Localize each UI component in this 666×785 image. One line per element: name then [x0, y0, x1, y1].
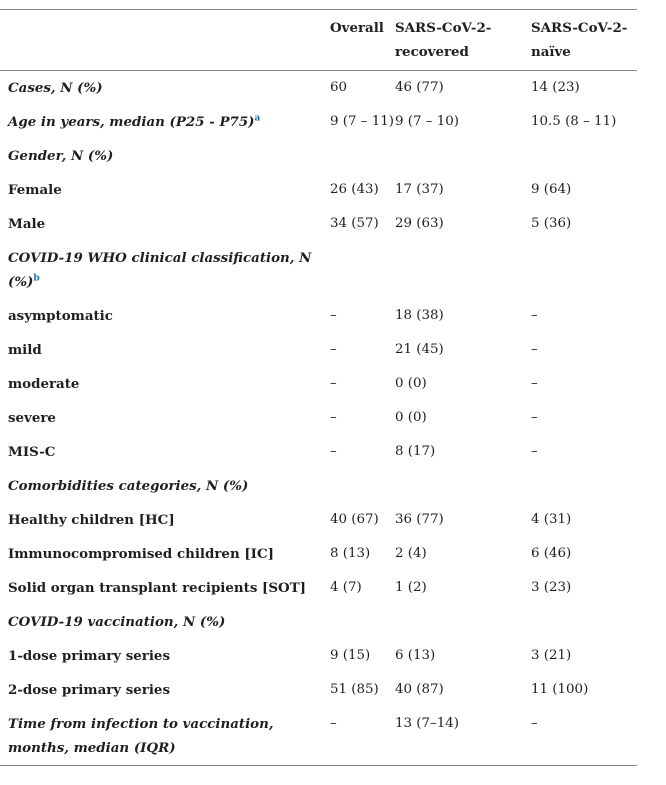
naive-value [531, 241, 637, 299]
recovered-value: 21 (45) [395, 342, 444, 357]
row-label [0, 207, 330, 241]
row-label-text: Solid organ transplant recipients [SOT] [8, 580, 307, 596]
overall-value: 9 (15) [330, 648, 371, 663]
naive-value: – [531, 342, 538, 357]
overall-value [330, 139, 395, 173]
overall-value: 8 (13) [330, 546, 371, 561]
row-label-text: 1-dose primary series [8, 648, 170, 664]
recovered-value: 17 (37) [395, 182, 444, 197]
footnote-marker: a [254, 113, 261, 124]
naive-value: 6 (46) [531, 546, 572, 561]
overall-value: – [330, 444, 337, 459]
row-label [0, 105, 330, 139]
naive-value: 11 (100) [531, 682, 589, 697]
row-label-text: COVID-19 vaccination, N (%) [8, 614, 226, 630]
overall-value: – [330, 342, 337, 357]
row-label-text: 2-dose primary series [8, 682, 170, 698]
recovered-value: 13 (7–14) [395, 707, 531, 766]
row-label [0, 241, 330, 299]
naive-value: – [531, 444, 538, 459]
overall-value [330, 605, 395, 639]
naive-value [531, 469, 637, 503]
overall-value [330, 469, 395, 503]
naive-value: 14 (23) [531, 80, 580, 95]
header-recovered-line1: SARS-CoV-2- [395, 20, 492, 36]
recovered-value: 29 (63) [395, 216, 444, 231]
table-row [0, 673, 637, 707]
naive-value: – [531, 308, 538, 323]
overall-value: 51 (85) [330, 682, 379, 697]
characteristics-table [0, 9, 637, 766]
recovered-value: 2 (4) [395, 546, 427, 561]
row-label [0, 537, 330, 571]
table-row [0, 537, 637, 571]
naive-value [531, 139, 637, 173]
overall-value: – [330, 410, 337, 425]
naive-value: 3 (21) [531, 648, 572, 663]
row-label [0, 435, 330, 469]
row-label-text: mild [8, 342, 42, 358]
recovered-value: 46 (77) [395, 80, 444, 95]
recovered-value: 40 (87) [395, 682, 444, 697]
row-label [0, 639, 330, 673]
row-label-text: Age in years, median (P25 - P75) [8, 114, 255, 130]
table-row [0, 435, 637, 469]
naive-value: 10.5 (8 – 11) [531, 114, 617, 129]
row-label [0, 401, 330, 435]
row-label [0, 673, 330, 707]
overall-value: 34 (57) [330, 216, 379, 231]
overall-value: – [330, 376, 337, 391]
table-header [0, 10, 637, 71]
row-label [0, 71, 330, 106]
row-label-text: asymptomatic [8, 308, 113, 324]
recovered-value: 6 (13) [395, 648, 436, 663]
table-row [0, 207, 637, 241]
recovered-value: 9 (7 – 10) [395, 114, 459, 129]
row-label-text: MIS-C [8, 444, 56, 460]
naive-value: 3 (23) [531, 580, 572, 595]
recovered-value [395, 241, 531, 299]
row-label [0, 605, 330, 639]
header-overall: Overall [330, 10, 395, 71]
row-label-text: Cases, N (%) [8, 80, 103, 96]
table-row [0, 571, 637, 605]
row-label [0, 571, 330, 605]
row-label [0, 333, 330, 367]
overall-value: – [330, 308, 337, 323]
naive-value: 4 (31) [531, 512, 572, 527]
table-row [0, 139, 637, 173]
naive-value: – [531, 410, 538, 425]
overall-value: – [330, 707, 395, 766]
table-row [0, 105, 637, 139]
table-row [0, 605, 637, 639]
row-label [0, 139, 330, 173]
row-label-text: Immunocompromised children [IC] [8, 546, 274, 562]
header-label-column [0, 10, 330, 71]
naive-value: – [531, 376, 538, 391]
row-label-text: Comorbidities categories, N (%) [8, 478, 249, 494]
table-row [0, 173, 637, 207]
table-row [0, 71, 637, 106]
naive-value: 5 (36) [531, 216, 572, 231]
table-row [0, 333, 637, 367]
overall-value [330, 241, 395, 299]
overall-value: 60 [330, 80, 348, 95]
recovered-value [395, 469, 531, 503]
header-naive [531, 10, 637, 71]
header-row [0, 10, 637, 71]
naive-value: 9 (64) [531, 182, 572, 197]
table-body [0, 71, 637, 766]
row-label [0, 367, 330, 401]
table-row [0, 299, 637, 333]
row-label-text: severe [8, 410, 56, 426]
table-row [0, 401, 637, 435]
row-label [0, 173, 330, 207]
header-naive-line2: naïve [531, 44, 571, 60]
header-recovered [395, 10, 531, 71]
recovered-value: 18 (38) [395, 308, 444, 323]
recovered-value: 1 (2) [395, 580, 427, 595]
row-label [0, 707, 330, 766]
header-recovered-line2: recovered [395, 44, 469, 60]
recovered-value: 36 (77) [395, 512, 444, 527]
recovered-value: 0 (0) [395, 376, 427, 391]
row-label-text: Female [8, 182, 62, 198]
overall-value: 26 (43) [330, 182, 379, 197]
overall-value: 4 (7) [330, 580, 362, 595]
table-row [0, 469, 637, 503]
footnote-marker: b [33, 273, 40, 284]
recovered-value [395, 605, 531, 639]
table-row [0, 367, 637, 401]
header-naive-line1: SARS-CoV-2- [531, 20, 628, 36]
row-label-text: Healthy children [HC] [8, 512, 175, 528]
overall-value: 40 (67) [330, 512, 379, 527]
row-label [0, 503, 330, 537]
row-label-text: Male [8, 216, 46, 232]
table-row [0, 503, 637, 537]
table-row [0, 639, 637, 673]
recovered-value: 8 (17) [395, 444, 436, 459]
row-label-text: Gender, N (%) [8, 148, 114, 164]
overall-value: 9 (7 – 11) [330, 114, 394, 129]
row-label-text: COVID-19 WHO clinical classification, N (%) [8, 250, 312, 290]
table-row [0, 707, 637, 766]
recovered-value [395, 139, 531, 173]
naive-value: – [531, 707, 637, 766]
table-row [0, 241, 637, 299]
row-label [0, 299, 330, 333]
row-label [0, 469, 330, 503]
recovered-value: 0 (0) [395, 410, 427, 425]
naive-value [531, 605, 637, 639]
row-label-text: moderate [8, 376, 80, 392]
row-label-text: Time from infection to vaccination, months, median (IQR) [8, 716, 274, 756]
